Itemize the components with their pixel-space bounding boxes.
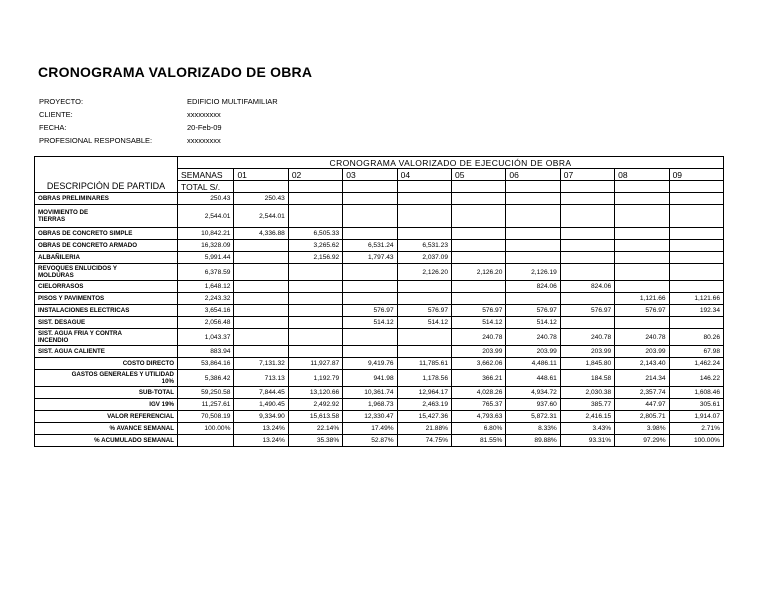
summary-week-value: 713.13 [234, 370, 288, 387]
week-value: 514.12 [397, 317, 451, 329]
summary-week-value: 4,028.26 [452, 387, 506, 399]
row-total: 16,328.09 [178, 240, 234, 252]
summary-total: 100.00% [178, 423, 234, 435]
week-header: 07 [560, 169, 614, 181]
week-value: 1,121.66 [669, 293, 723, 305]
week-value: 250.43 [234, 193, 288, 205]
summary-row [35, 387, 724, 399]
week-value [397, 329, 451, 346]
empty-cell [615, 181, 669, 193]
row-description: OBRAS DE CONCRETO SIMPLE [35, 228, 178, 240]
meta-label: PROYECTO: [39, 97, 84, 106]
week-value [506, 228, 560, 240]
summary-week-value: 7,844.45 [234, 387, 288, 399]
week-value [288, 305, 342, 317]
week-value [452, 252, 506, 264]
table-row [35, 205, 724, 228]
summary-week-value: 765.37 [452, 399, 506, 411]
row-description: SIST. AGUA CALIENTE [35, 346, 178, 358]
meta-value: 20-Feb-09 [187, 123, 222, 132]
row-total: 10,842.21 [178, 228, 234, 240]
summary-week-value: 2.71% [669, 423, 723, 435]
week-header: 08 [615, 169, 669, 181]
summary-week-value: 448.61 [506, 370, 560, 387]
week-value [560, 317, 614, 329]
week-value [234, 240, 288, 252]
week-value [343, 205, 397, 228]
summary-week-value: 1,490.45 [234, 399, 288, 411]
week-value: 203.99 [615, 346, 669, 358]
week-value: 514.12 [506, 317, 560, 329]
header-row [35, 157, 724, 169]
row-description: SIST. AGUA FRIA Y CONTRA INCENDIO [35, 329, 178, 346]
week-header: 06 [506, 169, 560, 181]
summary-total [178, 435, 234, 447]
summary-week-value: 3.43% [560, 423, 614, 435]
empty-cell [288, 181, 342, 193]
week-value [669, 281, 723, 293]
week-value: 1,797.43 [343, 252, 397, 264]
week-value [234, 329, 288, 346]
week-value [615, 264, 669, 281]
summary-week-value: 2,805.71 [615, 411, 669, 423]
table-row [35, 346, 724, 358]
summary-week-value: 366.21 [452, 370, 506, 387]
summary-week-value: 15,427.36 [397, 411, 451, 423]
week-value: 824.06 [506, 281, 560, 293]
week-value [397, 205, 451, 228]
week-value [288, 281, 342, 293]
week-header: 09 [669, 169, 723, 181]
summary-week-value: 17.49% [343, 423, 397, 435]
week-value [615, 205, 669, 228]
week-value: 576.97 [506, 305, 560, 317]
summary-week-value: 2,463.19 [397, 399, 451, 411]
table-row [35, 293, 724, 305]
meta-label: FECHA: [39, 123, 67, 132]
row-total: 2,056.48 [178, 317, 234, 329]
summary-label: % AVANCE SEMANAL [35, 423, 178, 435]
summary-week-value: 74.75% [397, 435, 451, 447]
meta-row [39, 134, 278, 147]
week-value [234, 317, 288, 329]
summary-row [35, 423, 724, 435]
week-value [452, 281, 506, 293]
summary-week-value: 52.87% [343, 435, 397, 447]
summary-week-value: 10,361.74 [343, 387, 397, 399]
description-header: DESCRIPCIÓN DE PARTIDA [35, 181, 178, 193]
week-header: 04 [397, 169, 451, 181]
week-value [452, 228, 506, 240]
week-value [615, 317, 669, 329]
week-value: 3,265.62 [288, 240, 342, 252]
week-value [615, 252, 669, 264]
summary-week-value: 1,462.24 [669, 358, 723, 370]
summary-week-value: 2,492.92 [288, 399, 342, 411]
desc-header-row [35, 181, 724, 193]
week-value [669, 252, 723, 264]
week-value [560, 193, 614, 205]
row-description: PISOS Y PAVIMENTOS [35, 293, 178, 305]
week-header: 03 [343, 169, 397, 181]
week-value [288, 264, 342, 281]
summary-week-value: 2,030.38 [560, 387, 614, 399]
header-spacer [35, 157, 178, 169]
week-value [615, 228, 669, 240]
summary-week-value: 3,662.06 [452, 358, 506, 370]
week-value [343, 281, 397, 293]
table-row [35, 264, 724, 281]
week-value [452, 293, 506, 305]
summary-week-value: 13.24% [234, 423, 288, 435]
summary-week-value: 184.58 [560, 370, 614, 387]
summary-total: 70,508.19 [178, 411, 234, 423]
week-value [343, 293, 397, 305]
summary-total: 11,257.61 [178, 399, 234, 411]
row-total: 5,991.44 [178, 252, 234, 264]
week-value [343, 329, 397, 346]
summary-week-value: 93.31% [560, 435, 614, 447]
summary-row [35, 435, 724, 447]
empty-cell [560, 181, 614, 193]
table-row [35, 193, 724, 205]
meta-value: EDIFICIO MULTIFAMILIAR [187, 97, 278, 106]
week-value: 2,037.09 [397, 252, 451, 264]
meta-row [39, 95, 278, 108]
table-row [35, 252, 724, 264]
empty-cell [669, 181, 723, 193]
week-value [234, 281, 288, 293]
row-description: REVOQUES ENLUCIDOS Y MOLDURAS [35, 264, 178, 281]
row-total: 2,243.32 [178, 293, 234, 305]
week-value [288, 205, 342, 228]
summary-week-value: 9,419.76 [343, 358, 397, 370]
week-value [234, 305, 288, 317]
row-total: 1,648.12 [178, 281, 234, 293]
summary-week-value: 2,416.15 [560, 411, 614, 423]
summary-week-value: 97.29% [615, 435, 669, 447]
summary-week-value: 12,964.17 [397, 387, 451, 399]
row-description: SIST. DESAGUE [35, 317, 178, 329]
week-value: 240.78 [560, 329, 614, 346]
summary-week-value: 11,785.61 [397, 358, 451, 370]
week-value [234, 293, 288, 305]
table-row [35, 317, 724, 329]
meta-label: CLIENTE: [39, 110, 73, 119]
week-header: 01 [234, 169, 288, 181]
week-value [615, 240, 669, 252]
row-description: ALBAÑILERIA [35, 252, 178, 264]
week-value: 576.97 [615, 305, 669, 317]
week-value [506, 293, 560, 305]
week-value: 2,126.20 [397, 264, 451, 281]
table-title: CRONOGRAMA VALORIZADO DE EJECUCIÓN DE OBRA [178, 157, 724, 169]
summary-week-value: 13,120.66 [288, 387, 342, 399]
summary-row [35, 411, 724, 423]
week-value [560, 293, 614, 305]
week-value [234, 252, 288, 264]
summary-week-value: 3.98% [615, 423, 669, 435]
week-value [560, 252, 614, 264]
summary-week-value: 447.97 [615, 399, 669, 411]
summary-week-value: 9,334.90 [234, 411, 288, 423]
week-value: 2,156.92 [288, 252, 342, 264]
summary-row [35, 358, 724, 370]
week-value: 203.99 [506, 346, 560, 358]
week-value [452, 240, 506, 252]
week-value: 576.97 [452, 305, 506, 317]
total-header: TOTAL S/. [178, 181, 234, 193]
week-value [669, 240, 723, 252]
summary-week-value: 5,872.31 [506, 411, 560, 423]
week-value [452, 205, 506, 228]
page-title: CRONOGRAMA VALORIZADO DE OBRA [38, 64, 313, 80]
week-value [234, 346, 288, 358]
summary-week-value: 22.14% [288, 423, 342, 435]
week-header: 02 [288, 169, 342, 181]
summary-week-value: 941.98 [343, 370, 397, 387]
week-value [615, 281, 669, 293]
week-value: 67.98 [669, 346, 723, 358]
week-value [615, 193, 669, 205]
week-value [288, 293, 342, 305]
weeks-header-row [35, 169, 724, 181]
week-value [288, 346, 342, 358]
week-value [560, 240, 614, 252]
summary-label: GASTOS GENERALES Y UTILIDAD 10% [35, 370, 178, 387]
week-value: 576.97 [560, 305, 614, 317]
row-total: 250.43 [178, 193, 234, 205]
table-row [35, 281, 724, 293]
summary-week-value: 2,143.40 [615, 358, 669, 370]
week-value [669, 205, 723, 228]
summary-week-value: 2,357.74 [615, 387, 669, 399]
summary-week-value: 21.88% [397, 423, 451, 435]
meta-row [39, 108, 278, 121]
summary-week-value: 11,927.87 [288, 358, 342, 370]
week-value: 240.78 [615, 329, 669, 346]
summary-total: 59,250.58 [178, 387, 234, 399]
summary-week-value: 89.88% [506, 435, 560, 447]
summary-week-value: 1,192.79 [288, 370, 342, 387]
summary-week-value: 12,330.47 [343, 411, 397, 423]
row-total: 2,544.01 [178, 205, 234, 228]
week-value: 192.34 [669, 305, 723, 317]
row-description: OBRAS PRELIMINARES [35, 193, 178, 205]
summary-week-value: 35.38% [288, 435, 342, 447]
empty-cell [234, 181, 288, 193]
summary-week-value: 1,845.80 [560, 358, 614, 370]
meta-value: xxxxxxxxx [187, 110, 221, 119]
week-value: 80.26 [669, 329, 723, 346]
week-value [560, 205, 614, 228]
week-value [397, 193, 451, 205]
row-total: 883.94 [178, 346, 234, 358]
week-value: 6,531.24 [343, 240, 397, 252]
row-description: INSTALACIONES ELECTRICAS [35, 305, 178, 317]
week-value: 6,505.33 [288, 228, 342, 240]
summary-week-value: 937.60 [506, 399, 560, 411]
week-value [669, 193, 723, 205]
summary-week-value: 8.33% [506, 423, 560, 435]
summary-total: 53,864.16 [178, 358, 234, 370]
empty-cell [452, 181, 506, 193]
table-row [35, 228, 724, 240]
row-total: 1,043.37 [178, 329, 234, 346]
week-value: 203.99 [452, 346, 506, 358]
week-value [560, 264, 614, 281]
header-spacer [35, 169, 178, 181]
empty-cell [506, 181, 560, 193]
week-value: 2,126.19 [506, 264, 560, 281]
week-value: 576.97 [343, 305, 397, 317]
week-value [397, 346, 451, 358]
week-value: 240.78 [452, 329, 506, 346]
row-description: MOVIMIENTO DE TIERRAS [35, 205, 178, 228]
meta-label: PROFESIONAL RESPONSABLE: [39, 136, 153, 145]
week-value [288, 317, 342, 329]
week-value: 514.12 [343, 317, 397, 329]
summary-week-value: 81.55% [452, 435, 506, 447]
summary-week-value: 6.80% [452, 423, 506, 435]
row-description: OBRAS DE CONCRETO ARMADO [35, 240, 178, 252]
week-value [343, 228, 397, 240]
week-value: 6,531.23 [397, 240, 451, 252]
week-value [452, 193, 506, 205]
summary-label: SUB-TOTAL [35, 387, 178, 399]
summary-week-value: 1,178.56 [397, 370, 451, 387]
week-value: 2,544.01 [234, 205, 288, 228]
semanas-label: SEMANAS [178, 169, 234, 181]
empty-cell [397, 181, 451, 193]
summary-week-value: 385.77 [560, 399, 614, 411]
summary-total: 5,386.42 [178, 370, 234, 387]
table-row [35, 240, 724, 252]
summary-week-value: 4,486.11 [506, 358, 560, 370]
week-value: 203.99 [560, 346, 614, 358]
row-total: 3,654.16 [178, 305, 234, 317]
week-value: 824.06 [560, 281, 614, 293]
summary-week-value: 13.24% [234, 435, 288, 447]
week-value [669, 228, 723, 240]
summary-week-value: 214.34 [615, 370, 669, 387]
week-value [506, 252, 560, 264]
week-value: 2,126.20 [452, 264, 506, 281]
project-info [39, 95, 278, 147]
week-value: 4,336.88 [234, 228, 288, 240]
summary-row [35, 370, 724, 387]
week-value [560, 228, 614, 240]
summary-week-value: 1,968.73 [343, 399, 397, 411]
row-description: CIELORRASOS [35, 281, 178, 293]
summary-label: COSTO DIRECTO [35, 358, 178, 370]
week-value: 576.97 [397, 305, 451, 317]
week-value: 514.12 [452, 317, 506, 329]
week-value [234, 264, 288, 281]
summary-week-value: 7,131.32 [234, 358, 288, 370]
summary-row [35, 399, 724, 411]
week-value [506, 205, 560, 228]
summary-week-value: 146.22 [669, 370, 723, 387]
week-value [669, 317, 723, 329]
week-value: 240.78 [506, 329, 560, 346]
summary-week-value: 4,934.72 [506, 387, 560, 399]
week-value [506, 193, 560, 205]
week-value [343, 193, 397, 205]
summary-week-value: 100.00% [669, 435, 723, 447]
summary-week-value: 4,793.63 [452, 411, 506, 423]
week-value [397, 228, 451, 240]
week-header: 05 [452, 169, 506, 181]
empty-cell [343, 181, 397, 193]
meta-value: xxxxxxxxx [187, 136, 221, 145]
summary-week-value: 1,914.07 [669, 411, 723, 423]
week-value [669, 264, 723, 281]
week-value: 1,121.66 [615, 293, 669, 305]
summary-week-value: 15,613.58 [288, 411, 342, 423]
summary-label: VALOR REFERENCIAL [35, 411, 178, 423]
summary-label: % ACUMULADO SEMANAL [35, 435, 178, 447]
week-value [343, 346, 397, 358]
summary-label: IGV 19% [35, 399, 178, 411]
week-value [397, 293, 451, 305]
week-value [288, 329, 342, 346]
table-row [35, 329, 724, 346]
week-value [506, 240, 560, 252]
schedule-table [34, 156, 724, 447]
week-value [343, 264, 397, 281]
meta-row [39, 121, 278, 134]
week-value [288, 193, 342, 205]
summary-week-value: 305.61 [669, 399, 723, 411]
table-row [35, 305, 724, 317]
row-total: 6,378.59 [178, 264, 234, 281]
week-value [397, 281, 451, 293]
summary-week-value: 1,608.46 [669, 387, 723, 399]
